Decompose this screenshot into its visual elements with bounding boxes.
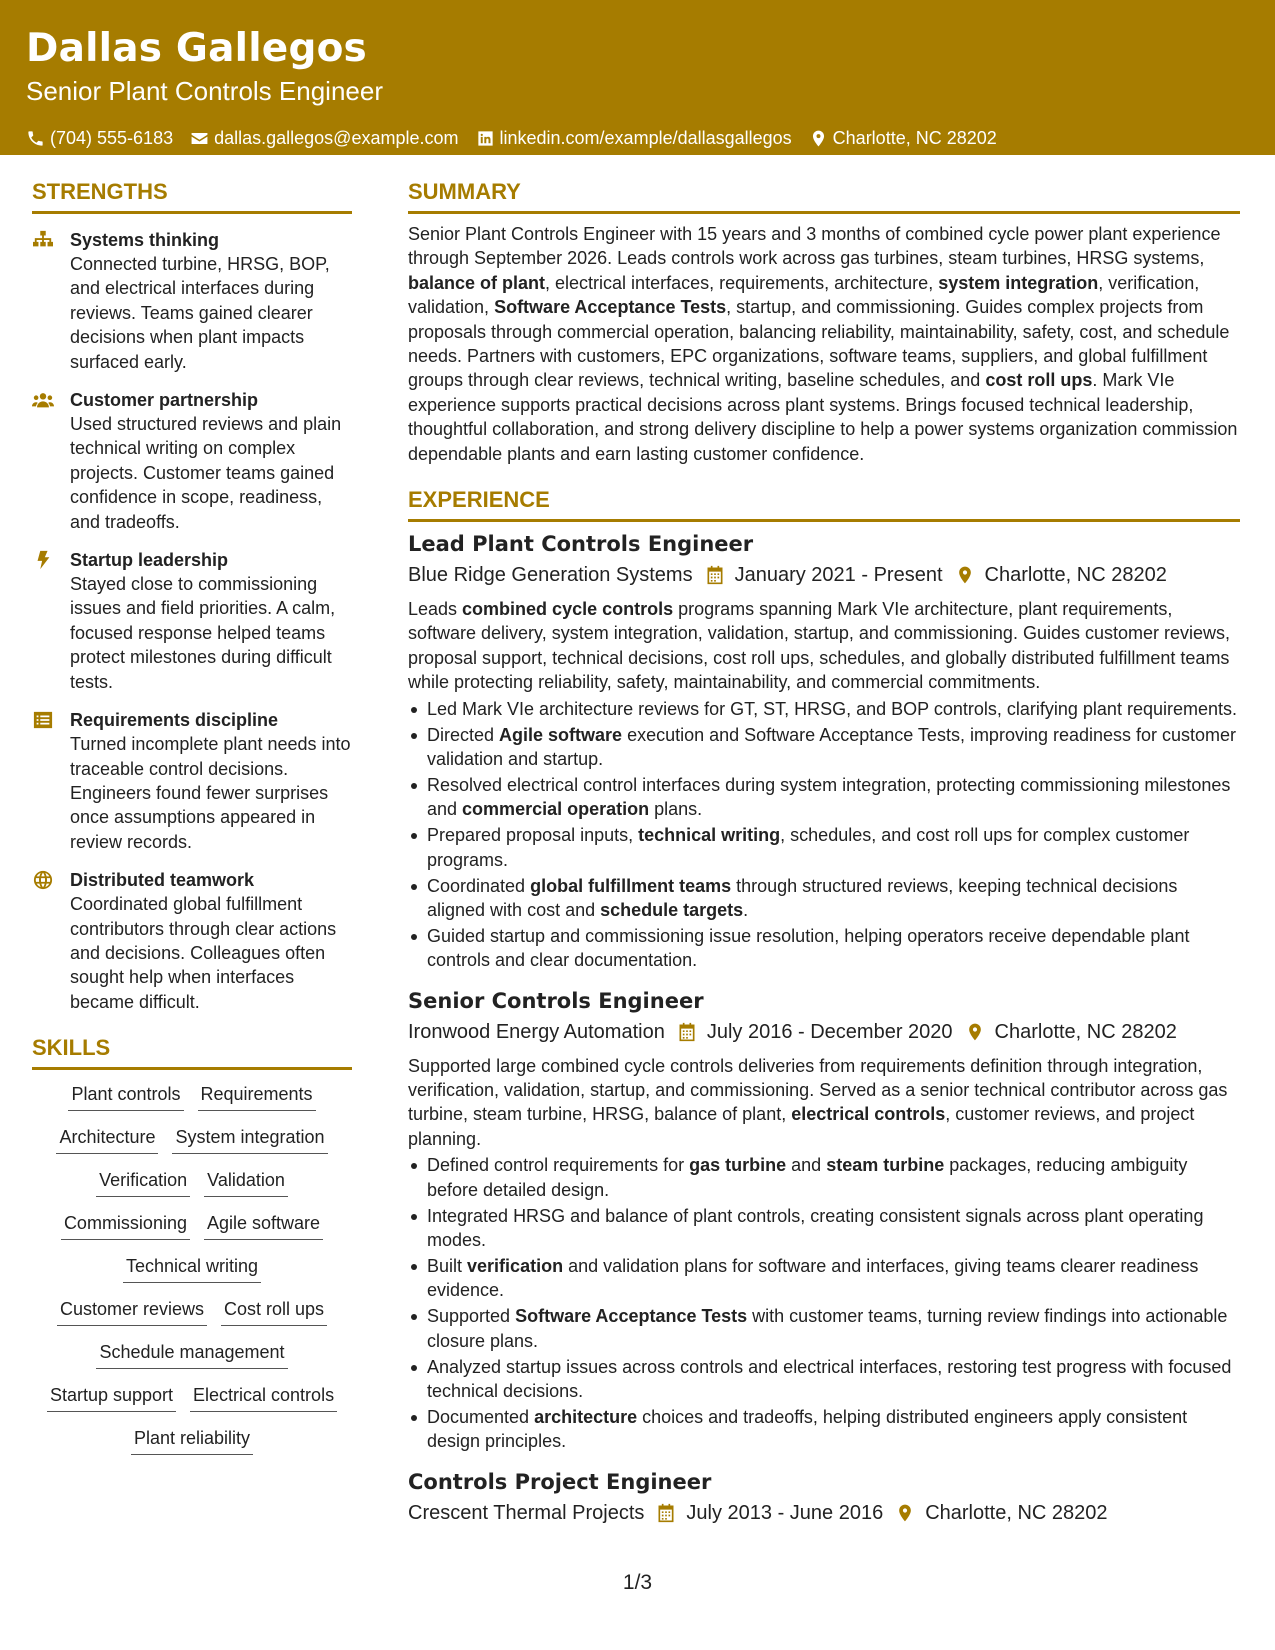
skill-tag: Cost roll ups (221, 1297, 327, 1326)
job-company: Blue Ridge Generation Systems (408, 564, 693, 587)
text-run: choices and tradeoffs, helping distributed engineers apply consistent design principles. (427, 1406, 1188, 1452)
skill-tag: Plant reliability (131, 1426, 253, 1455)
text-run: Led Mark VIe architecture reviews for GT, ST, HRSG, and BOP controls, clarifying plant requirements. (427, 698, 1237, 719)
text-run: Documented (427, 1406, 535, 1427)
strength-desc: Coordinated global fulfillment contributors through clear actions and decisions. Colleagues often sought help when interfaces became difficult. (70, 894, 337, 1012)
strength-item (32, 228, 352, 374)
bullet-item (408, 1204, 1240, 1253)
bold-text: balance of plant (408, 272, 546, 293)
strength-desc: Connected turbine, HRSG, BOP, and electrical interfaces during reviews. Teams gained clearer decisions when plant impacts surfaced early. (70, 254, 330, 372)
envelope-icon (190, 129, 209, 148)
summary-text (408, 222, 1240, 466)
bullet-item (408, 1254, 1240, 1303)
job-company: Crescent Thermal Projects (408, 1501, 645, 1524)
linkedin-icon (476, 129, 495, 148)
page-number: 1/3 (622, 1571, 653, 1594)
contact-bar (26, 127, 1249, 149)
text-run: , customer reviews, and project planning. (408, 1104, 1195, 1149)
skill-tag: Technical writing (123, 1254, 261, 1283)
bullet-item (408, 1405, 1240, 1454)
strength-title: Distributed teamwork (70, 870, 255, 891)
skill-row (32, 1383, 352, 1412)
contact-phone (26, 127, 173, 149)
email-text: dallas.gallegos@example.com (214, 128, 459, 148)
contact-email[interactable] (190, 127, 458, 149)
bullet-item (408, 723, 1240, 772)
text-run: Resolved electrical control interfaces during system integration, protecting commissioning milestones and (427, 774, 1231, 820)
bold-text: cost roll ups (985, 370, 1093, 391)
job-description (408, 597, 1240, 695)
text-run: Defined control requirements for (427, 1155, 690, 1176)
job-title: Controls Project Engineer (408, 1469, 712, 1494)
bold-text: gas turbine (689, 1155, 787, 1176)
map-pin-icon (895, 1503, 915, 1523)
skill-row (32, 1211, 352, 1240)
job-description (408, 1054, 1240, 1152)
job-bullets (408, 1153, 1240, 1453)
skill-row (32, 1125, 352, 1154)
calendar-icon (705, 565, 725, 585)
job-meta (408, 561, 1240, 589)
bold-text: steam turbine (826, 1155, 945, 1176)
contact-location (809, 127, 997, 149)
bold-text: verification (467, 1255, 564, 1276)
bold-text: architecture (534, 1406, 638, 1427)
text-run: Supported (427, 1306, 516, 1327)
skill-row (32, 1297, 352, 1326)
skill-tag: Customer reviews (57, 1297, 207, 1326)
bold-text: combined cycle controls (462, 599, 674, 620)
text-run: Integrated HRSG and balance of plant controls, creating consistent signals across plant operating modes. (427, 1205, 1204, 1250)
bolt-icon (32, 550, 54, 570)
bold-text: Software Acceptance Tests (494, 297, 727, 318)
strengths-heading: STRENGTHS (32, 178, 352, 214)
text-run: Supported large combined cycle controls deliveries from requirements definition through integration, verification, validation, startup, and commissioning. Served as a senior technical contributor across gas turbine, steam turbine, HRSG, balance of plant, (408, 1055, 1228, 1125)
strength-desc: Used structured reviews and plain technical writing on complex projects. Customer teams gained confidence in scope, readiness, and tradeoffs. (70, 414, 342, 532)
bullet-item (408, 1355, 1240, 1404)
contact-linkedin[interactable] (476, 127, 792, 149)
skill-row (32, 1168, 352, 1197)
job-meta (408, 1018, 1240, 1046)
right-column (408, 178, 1240, 1527)
text-run: Senior Plant Controls Engineer with 15 years and 3 months of combined cycle power plant experience through September 2026. Leads controls work across gas turbines, steam turbines, HRSG systems, (408, 224, 1221, 269)
phone-text: (704) 555-6183 (50, 128, 174, 148)
job-dates: July 2013 - June 2016 (686, 1501, 884, 1524)
strength-item (32, 548, 352, 694)
map-pin-icon (965, 1022, 985, 1042)
strength-item (32, 708, 352, 854)
phone-icon (26, 129, 45, 148)
text-run: Built (427, 1255, 468, 1276)
text-run: , schedules, and cost roll ups for complex customer programs. (427, 825, 1190, 870)
bold-text: global fulfillment teams (530, 875, 732, 896)
strength-title: Customer partnership (70, 390, 259, 411)
skill-tag: Agile software (204, 1211, 323, 1240)
text-run: execution and Software Acceptance Tests, improving readiness for customer validation and startup. (427, 724, 1237, 769)
skill-row (32, 1082, 352, 1111)
text-run: and validation plans for software and interfaces, giving teams clearer readiness evidence. (427, 1255, 1199, 1301)
strength-item (32, 388, 352, 534)
skill-tag: Requirements (198, 1082, 316, 1111)
bullet-item (408, 697, 1240, 721)
summary-heading: SUMMARY (408, 178, 1240, 214)
text-run: Analyzed startup issues across controls and electrical interfaces, restoring test progress with focused technical decisions. (427, 1356, 1232, 1401)
location-text: Charlotte, NC 28202 (832, 128, 997, 148)
skill-tag: Validation (204, 1168, 288, 1197)
bullet-item (408, 1153, 1240, 1202)
job-meta (408, 1499, 1240, 1527)
strength-item (32, 868, 352, 1014)
job-title: Lead Plant Controls Engineer (408, 532, 754, 557)
job-location: Charlotte, NC 28202 (925, 1501, 1108, 1524)
skill-tag: Electrical controls (190, 1383, 337, 1412)
strength-desc: Stayed close to commissioning issues and field priorities. A calm, focused response helped teams protect milestones during difficult tests. (70, 574, 336, 692)
text-run: with customer teams, turning review findings into actionable closure plans. (427, 1306, 1228, 1351)
bullet-item (408, 823, 1240, 872)
text-run: and (786, 1155, 827, 1176)
experience-heading: EXPERIENCE (408, 486, 1240, 522)
skill-tag: Commissioning (61, 1211, 190, 1240)
globe-icon (32, 870, 54, 890)
text-run: , electrical interfaces, requirements, architecture, (545, 272, 939, 293)
job-entry (408, 987, 1240, 1454)
bold-text: schedule targets (600, 899, 744, 920)
text-run: Leads (408, 599, 463, 620)
bullet-item (408, 924, 1240, 973)
bold-text: system integration (938, 272, 1099, 293)
map-pin-icon (955, 565, 975, 585)
text-run: Coordinated (427, 875, 531, 896)
skill-tag: Startup support (47, 1383, 176, 1412)
bold-text: commercial operation (462, 799, 650, 820)
text-run: Guided startup and commissioning issue resolution, helping operators receive dependable plant controls and clear documentation. (427, 925, 1190, 971)
skill-tag: Verification (96, 1168, 190, 1197)
candidate-name: Dallas Gallegos (26, 26, 367, 71)
bullet-item (408, 874, 1240, 923)
job-entry (408, 530, 1240, 973)
calendar-icon (677, 1022, 697, 1042)
linkedin-text: linkedin.com/example/dallasgallegos (499, 128, 792, 148)
bullet-item (408, 1304, 1240, 1353)
text-run: . (743, 899, 749, 920)
job-location: Charlotte, NC 28202 (984, 564, 1167, 587)
job-company: Ironwood Energy Automation (408, 1020, 665, 1043)
candidate-role: Senior Plant Controls Engineer (26, 76, 383, 106)
job-dates: January 2021 - Present (734, 564, 943, 587)
text-run: packages, reducing ambiguity before detailed design. (427, 1155, 1188, 1200)
text-run: through structured reviews, keeping technical decisions aligned with cost and (427, 875, 1178, 920)
resume-header (0, 0, 1275, 155)
text-run: , startup, and commissioning. Guides complex projects from proposals through commercial operation, balancing reliability, maintainability, safety, cost, and schedule needs. Partners with customers, EPC organizations, software teams, suppliers, and global fulfillment groups through clear reviews, technical writing, baseline schedules, and (408, 297, 1230, 391)
bullet-item (408, 773, 1240, 822)
skill-row (32, 1426, 352, 1455)
strength-title: Requirements discipline (70, 710, 279, 731)
strength-desc: Turned incomplete plant needs into traceable control decisions. Engineers found fewer surprises once assumptions appeared in review records. (70, 734, 351, 852)
skill-row (32, 1340, 352, 1369)
text-run: programs spanning Mark VIe architecture, plant requirements, software delivery, system integration, validation, startup, and commissioning. Guides customer reviews, proposal support, technical decisions, cost roll ups, schedules, and globally distributed fulfillment teams while protecting reliability, safety, maintainability, and commercial commitments. (408, 599, 1231, 693)
map-pin-icon (809, 129, 828, 148)
skill-tag: Plant controls (68, 1082, 183, 1111)
job-bullets (408, 697, 1240, 973)
job-title: Senior Controls Engineer (408, 988, 704, 1013)
skill-tag: Architecture (56, 1125, 158, 1154)
bold-text: electrical controls (791, 1104, 946, 1125)
bold-text: Software Acceptance Tests (515, 1306, 748, 1327)
sitemap-icon (32, 230, 54, 250)
bold-text: technical writing (638, 825, 781, 846)
text-run: plans. (649, 799, 703, 820)
strength-title: Systems thinking (70, 230, 220, 250)
strength-title: Startup leadership (70, 550, 229, 571)
job-location: Charlotte, NC 28202 (994, 1020, 1177, 1043)
users-icon (32, 390, 54, 410)
job-dates: July 2016 - December 2020 (706, 1020, 953, 1043)
skill-row (32, 1254, 352, 1283)
job-entry (408, 1468, 1240, 1527)
skill-tag: System integration (172, 1125, 327, 1154)
skills-list (32, 1082, 352, 1455)
bold-text: Agile software (499, 724, 623, 745)
left-column (32, 178, 352, 1469)
skills-heading: SKILLS (32, 1034, 352, 1070)
text-run: , verification, validation, (408, 272, 1200, 318)
text-run: Directed (427, 724, 500, 745)
calendar-icon (656, 1503, 676, 1523)
text-run: . Mark VIe experience supports practical decisions across plant systems. Brings focused technical leadership, thoughtful collaboration, and strong delivery discipline to help a power systems organization commission dependable plants and earn lasting customer confidence. (408, 370, 1238, 464)
text-run: Prepared proposal inputs, (427, 825, 639, 846)
skill-tag: Schedule management (96, 1340, 287, 1369)
list-icon (32, 710, 54, 730)
